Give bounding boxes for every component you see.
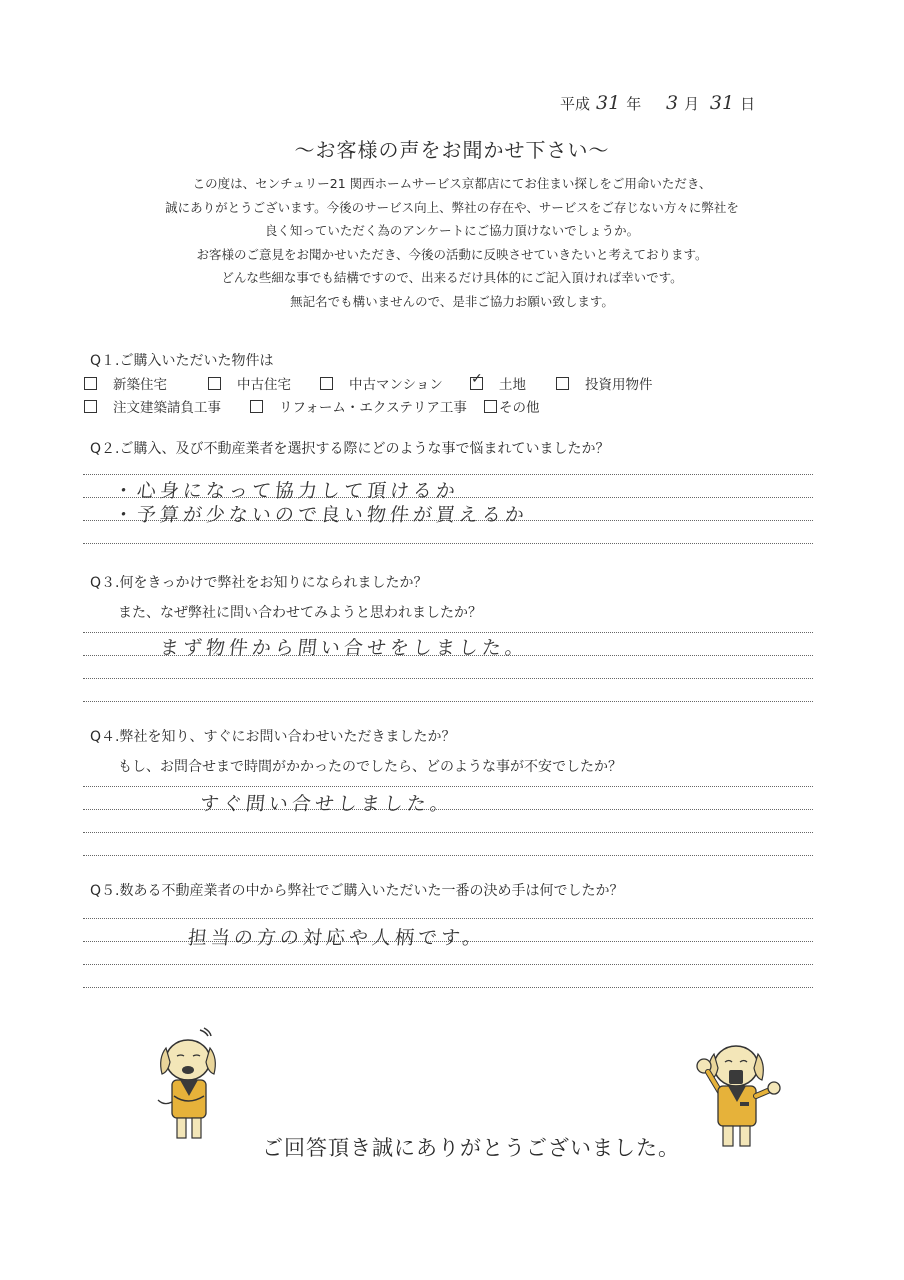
dog-mascot-bowing-icon: [150, 1026, 230, 1142]
answer-line: [83, 855, 813, 856]
date-line: [560, 92, 820, 114]
q3-question: [90, 572, 482, 622]
checkbox[interactable]: [84, 400, 97, 413]
answer-line: [83, 964, 813, 965]
q4-question: [90, 726, 622, 776]
option-investment[interactable]: 投資用物件: [556, 373, 653, 393]
option-new-house[interactable]: 新築住宅: [84, 373, 167, 393]
checkbox[interactable]: [84, 377, 97, 390]
year-value: 31: [596, 92, 621, 114]
q4-answer: すぐ問い合せしました。: [198, 793, 455, 815]
q3-question-text: Q３.何をきっかけで弊社をお知りになられましたか？: [90, 575, 428, 591]
q2-question: Q２.ご購入、及び不動産業者を選択する際にどのような事で悩まれていましたか？: [90, 441, 610, 457]
checkbox[interactable]: [320, 377, 333, 390]
q1-options: [84, 373, 804, 417]
option-other[interactable]: その他: [484, 396, 540, 416]
q4-question-text: Q４.弊社を知り、すぐにお問い合わせいただきましたか？: [90, 729, 456, 745]
option-used-mansion[interactable]: 中古マンション: [320, 373, 443, 393]
day-value: 31: [709, 92, 735, 114]
intro-line: 良く知っていただく為のアンケートにご協力頂けないでしょうか。: [264, 223, 640, 238]
intro-line: この度は、センチュリー21 関西ホームサービス京都店にてお住まい探しをご用命いただき、: [192, 176, 712, 191]
answer-line: [83, 987, 813, 988]
year-unit: 年: [626, 95, 642, 113]
answer-line: [83, 543, 813, 544]
checkbox[interactable]: [556, 377, 569, 390]
answer-line: [83, 918, 813, 919]
q3-subquestion: また、なぜ弊社に問い合わせてみようと思われましたか？: [118, 605, 482, 621]
closing-message: ご回答頂き誠にありがとうございました。: [262, 1136, 680, 1160]
answer-line: [83, 701, 813, 702]
option-reform[interactable]: リフォーム・エクステリア工事: [250, 396, 467, 416]
q5-answer: 担当の方の対応や人柄です。: [186, 927, 487, 949]
answer-line: [83, 474, 813, 475]
option-custom-build[interactable]: 注文建築請負工事: [84, 396, 221, 416]
dog-mascot-fist-icon: [690, 1036, 786, 1150]
intro-line: どんな些細な事でも結構ですので、出来るだけ具体的にご記入頂ければ幸いです。: [221, 270, 683, 285]
checkbox[interactable]: [208, 377, 221, 390]
checkbox-checked[interactable]: [470, 377, 483, 390]
answer-line: [83, 786, 813, 787]
q2-answer-2: ・予算が少ないので良い物件が買えるか: [112, 504, 530, 526]
day-unit: 日: [740, 95, 756, 113]
month-unit: 月: [684, 95, 700, 113]
q5-question: Q５.数ある不動産業者の中から弊社でご購入いただいた一番の決め手は何でしたか？: [90, 883, 624, 899]
checkbox[interactable]: [250, 400, 263, 413]
month-value: 3: [666, 92, 679, 114]
q3-answer: まず物件から問い合せをしました。: [158, 637, 530, 659]
page-title: ～お客様の声をお聞かせ下さい～: [294, 138, 610, 162]
answer-line: [83, 678, 813, 679]
intro-line: 誠にありがとうございます。今後のサービス向上、弊社の存在や、サービスをご存じない方々に弊社を: [165, 199, 739, 215]
answer-line: [83, 832, 813, 833]
q4-subquestion: もし、お問合せまで時間がかかったのでしたら、どのような事が不安でしたか？: [118, 759, 622, 775]
era: 平成: [560, 95, 591, 113]
option-used-house[interactable]: 中古住宅: [208, 373, 291, 393]
q2-answer-1: ・心身になって協力して頂けるか: [112, 480, 461, 502]
intro-line: 無記名でも構いませんので、是非ご協力お願い致します。: [290, 293, 614, 309]
intro-line: お客様のご意見をお聞かせいただき、今後の活動に反映させていきたいと考えております。: [196, 246, 708, 262]
checkbox[interactable]: [484, 400, 497, 413]
option-land[interactable]: ✓ 土地: [470, 373, 526, 393]
q1-question: Q１.ご購入いただいた物件は: [90, 353, 274, 369]
intro-text: [0, 172, 904, 313]
